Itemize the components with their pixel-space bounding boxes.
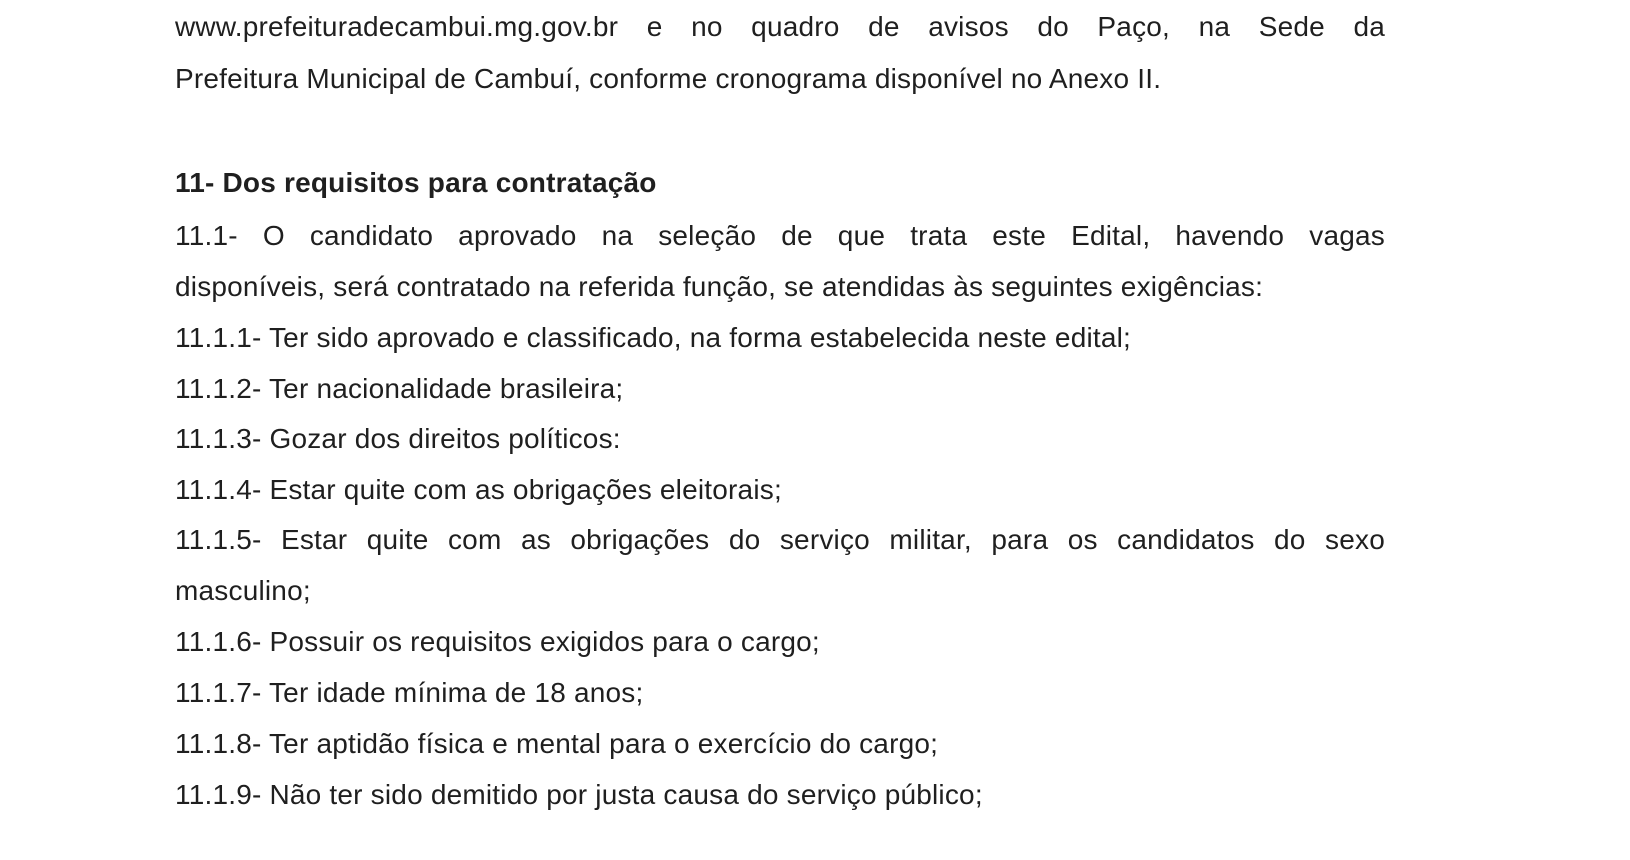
requirement-item-8: 11.1.8- Ter aptidão física e mental para o exercício do cargo; — [175, 728, 939, 759]
requirement-item-6: 11.1.6- Possuir os requisitos exigidos para o cargo; — [175, 626, 820, 657]
requirement-item-5-continuation: masculino; — [175, 575, 311, 606]
intro-line-1: www.prefeituradecambui.mg.gov.br e no quadro de avisos do Paço, na Sede da — [175, 11, 1385, 42]
requirement-item-5: 11.1.5- Estar quite com as obrigações do serviço militar, para os candidatos do sexo — [175, 524, 1385, 555]
requirement-item-1: 11.1.1- Ter sido aprovado e classificado, na forma estabelecida neste edital; — [175, 322, 1132, 353]
requirement-item-3: 11.1.3- Gozar dos direitos políticos: — [175, 423, 621, 454]
requirement-item-7: 11.1.7- Ter idade mínima de 18 anos; — [175, 677, 644, 708]
requirement-item-4: 11.1.4- Estar quite com as obrigações eleitorais; — [175, 474, 782, 505]
requirement-item-2: 11.1.2- Ter nacionalidade brasileira; — [175, 373, 624, 404]
paragraph-line-2: disponíveis, será contratado na referida função, se atendidas às seguintes exigências: — [175, 271, 1264, 302]
requirement-item-9: 11.1.9- Não ter sido demitido por justa causa do serviço público; — [175, 779, 983, 810]
paragraph-line-1: 11.1- O candidato aprovado na seleção de que trata este Edital, havendo vagas — [175, 220, 1385, 251]
section-heading: 11- Dos requisitos para contratação — [175, 167, 657, 198]
intro-line-2: Prefeitura Municipal de Cambuí, conforme cronograma disponível no Anexo II. — [175, 63, 1162, 94]
